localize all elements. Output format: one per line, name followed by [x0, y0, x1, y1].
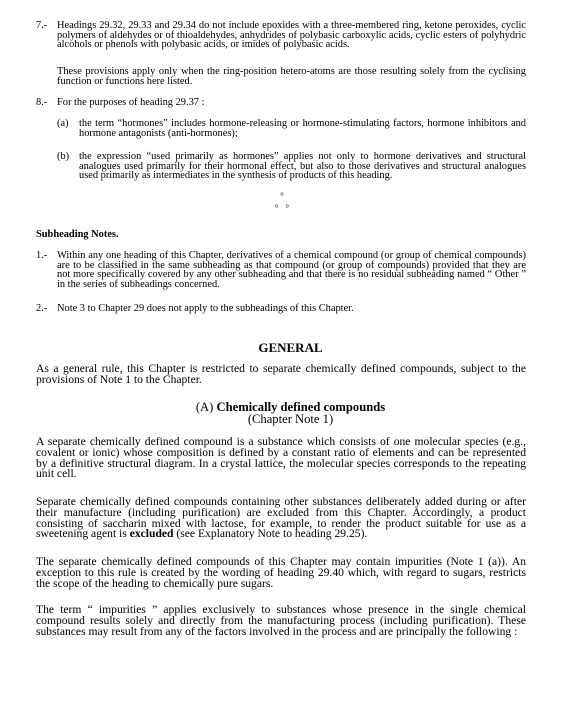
section-a-subtitle: (Chapter Note 1)	[247, 412, 334, 426]
subheading-notes-title: Subheading Notes.	[36, 229, 119, 240]
section-a-title: Chemically defined compounds	[216, 400, 386, 414]
section-a-prefix: (A)	[195, 400, 217, 414]
paragraph-2	[36, 497, 526, 540]
separator-top-mark: °	[280, 191, 284, 201]
general-intro: As a general rule, this Chapter is restricted to separate chemically defined compounds, subject to the provisions of Note 1 to the Chapter.	[36, 362, 526, 386]
paragraph-4: The term “ impurities ” applies exclusively to substances whose presence in the single chemical compound results solely and directly from the manufacturing process (including purification). These substances may result from any of the factors involved in the process and are principally the following :	[36, 603, 526, 638]
note-7-paragraph-2: These provisions apply only when the ring-position hetero-atoms are those resulting solely from the cyclising function or functions here listed.	[57, 66, 526, 87]
paragraph-2-excluded: excluded	[129, 527, 174, 541]
note-8-text: For the purposes of heading 29.37 :	[57, 97, 205, 108]
note-8a-label: (a)	[57, 118, 69, 129]
paragraph-2-reference: (see Explanatory Note to heading 29.25).	[173, 527, 368, 541]
general-heading: GENERAL	[258, 340, 323, 355]
separator-bottom-marks: ° °	[275, 203, 289, 213]
subheading-note-2-number: 2.-	[36, 303, 48, 314]
note-8b-text: the expression “used primarily as hormones” applies not only to hormone derivatives and structural analogues used primarily for their hormonal effect, but also to those derivatives and structural analogues used primarily as intermediates in the synthesis of products of this heading.	[79, 151, 526, 182]
note-8a-text: the term “hormones” includes hormone-releasing or hormone-stimulating factors, hormone inhibitors and hormone antagonists (anti-hormones);	[79, 118, 526, 139]
note-7-number: 7.-	[36, 20, 48, 31]
subheading-note-1-text: Within any one heading of this Chapter, derivatives of a chemical compound (or group of chemical compounds) are to be classified in the same subheading as that compound (or group of compounds) provided that they are not more specifically covered by any other subheading and that there is no residual subheading named “ Other ” in the series of subheadings concerned.	[57, 250, 526, 290]
subheading-note-1-number: 1.-	[36, 250, 48, 261]
paragraph-2-text: Separate chemically defined compounds containing other substances deliberately added during or after their manufacture (including purification) are excluded from this Chapter. Accordingly, a product consisting of saccharin mixed with lactose, for example, to render the product suitable for use as a sweetening agent is	[36, 495, 526, 541]
subheading-note-2-text: Note 3 to Chapter 29 does not apply to the subheadings of this Chapter.	[57, 303, 354, 314]
paragraph-1: A separate chemically defined compound is a substance which consists of one molecular species (e.g., covalent or ionic) whose composition is defined by a constant ratio of elements and can be represented by a definitive structural diagram. In a crystal lattice, the molecular species corresponds to the repeating unit cell.	[36, 435, 526, 481]
note-8b-label: (b)	[57, 151, 70, 162]
paragraph-3: The separate chemically defined compounds of this Chapter may contain impurities (Note 1 (a)). An exception to this rule is created by the wording of heading 29.40 which, with regard to sugars, restricts the scope of the heading to chemically pure sugars.	[36, 555, 526, 590]
note-7-text: Headings 29.32, 29.33 and 29.34 do not include epoxides with a three-membered ring, ketone peroxides, cyclic polymers of aldehydes or of thioaldehydes, anhydrides of polybasic carboxylic acids, cyclic esters of polyhydric alcohols or phenols with polybasic acids, or imides of polybasic acids.	[57, 20, 526, 51]
note-8-number: 8.-	[36, 97, 48, 108]
